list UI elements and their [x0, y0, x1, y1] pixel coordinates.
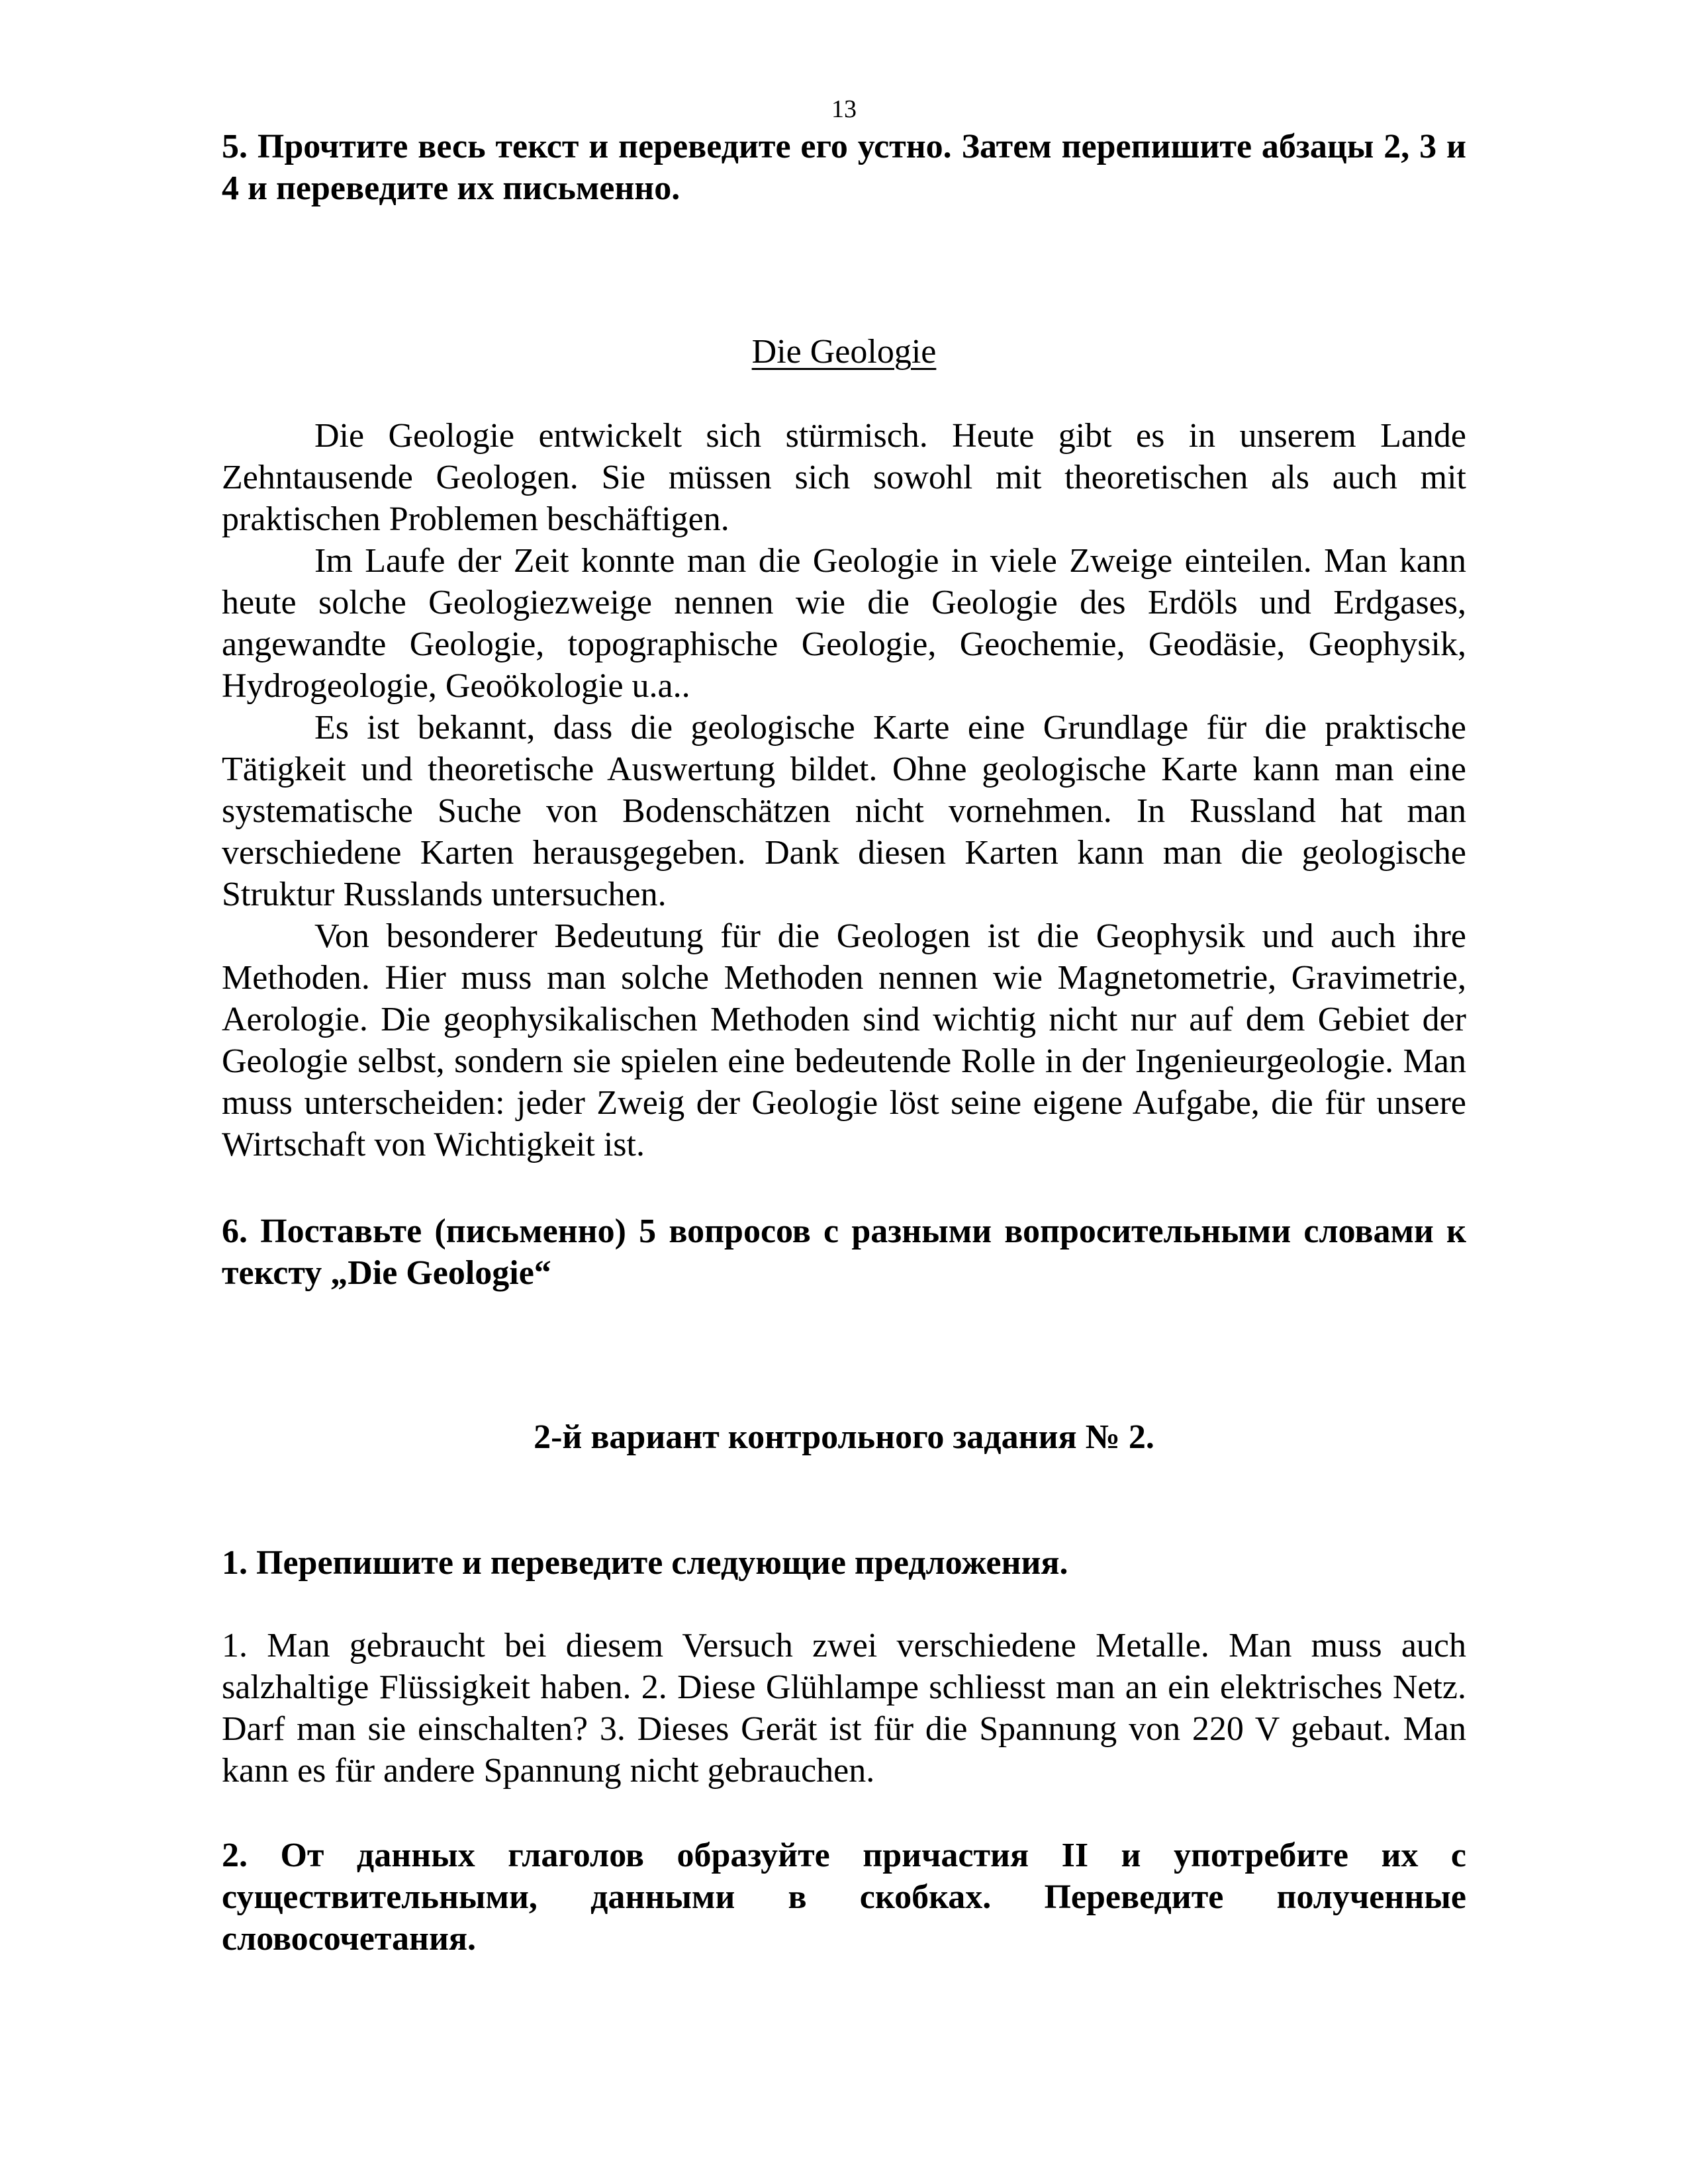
reading-paragraph-4: Von besonderer Bedeutung für die Geologen ist die Geophysik und auch ihre Methoden. Hier muss man solche Methoden nennen wie Magnetometrie, Gravimetrie, Aerologie. Die geophysikalischen Methoden sind wichtig nicht nur auf dem Gebiet der Geologie selbst, sondern sie spielen eine bedeutende Rolle in der Ingenieurgeologie. Man muss unterscheiden: jeder Zweig der Geologie löst seine eigene Aufgabe, die für unsere Wirtschaft von Wichtigkeit ist. [222, 917, 1466, 1163]
variant-task-2-instruction: 2. От данных глаголов образуйте причастия II и употребите их с существительными, данными в скобках. Переведите полученные словосочетания. [222, 1837, 1466, 1958]
reading-paragraph-1: Die Geologie entwickelt sich stürmisch. Heute gibt es in unserem Lande Zehntausende Geologen. Sie müssen sich sowohl mit theoretischen als auch mit praktischen Problemen beschäftigen. [222, 417, 1466, 538]
reading-paragraph-2: Im Laufe der Zeit konnte man die Geologie in viele Zweige einteilen. Man kann heute solche Geologiezweige nennen wie die Geologie des Erdöls und Erdgases, angewandte Geologie, topographische Geologie, Geochemie, Geodäsie, Geophysik, Hydrogeologie, Geoökologie u.a.. [222, 542, 1466, 705]
reading-paragraph-3: Es ist bekannt, dass die geologische Karte eine Grundlage für die praktische Tätigkeit und theoretische Auswertung bildet. Ohne geologische Karte kann man eine systematische Suche von Bodenschätzen nicht vornehmen. In Russland hat man verschiedene Karten herausgegeben. Dank diesen Karten kann man die geologische Struktur Russlands untersuchen. [222, 709, 1466, 913]
variant-task-1-instruction: 1. Перепишите и переведите следующие предложения. [222, 1544, 1068, 1582]
translation-sentences: 1. Man gebraucht bei diesem Versuch zwei verschiedene Metalle. Man muss auch salzhaltige Flüssigkeit haben. 2. Diese Glühlampe schliesst man an ein elektrisches Netz. Darf man sie einschalten? 3. Dieses Gerät ist für die Spannung von 220 V gebaut. Man kann es für andere Spannung nicht gebrauchen. [222, 1627, 1466, 1790]
reading-text [222, 415, 1466, 1165]
reading-title [222, 331, 1466, 373]
reading-title-text: Die Geologie [751, 333, 937, 371]
task-5-instruction: 5. Прочтите весь текст и переведите его устно. Затем перепишите абзацы 2, 3 и 4 и переведите их письменно. [222, 128, 1466, 207]
variant-heading: 2-й вариант контрольного задания № 2. [534, 1418, 1154, 1456]
task-6-instruction: 6. Поставьте (письменно) 5 вопросов с разными вопросительными словами к тексту „Die Geologie“ [222, 1212, 1466, 1292]
page-number: 13 [831, 95, 857, 123]
